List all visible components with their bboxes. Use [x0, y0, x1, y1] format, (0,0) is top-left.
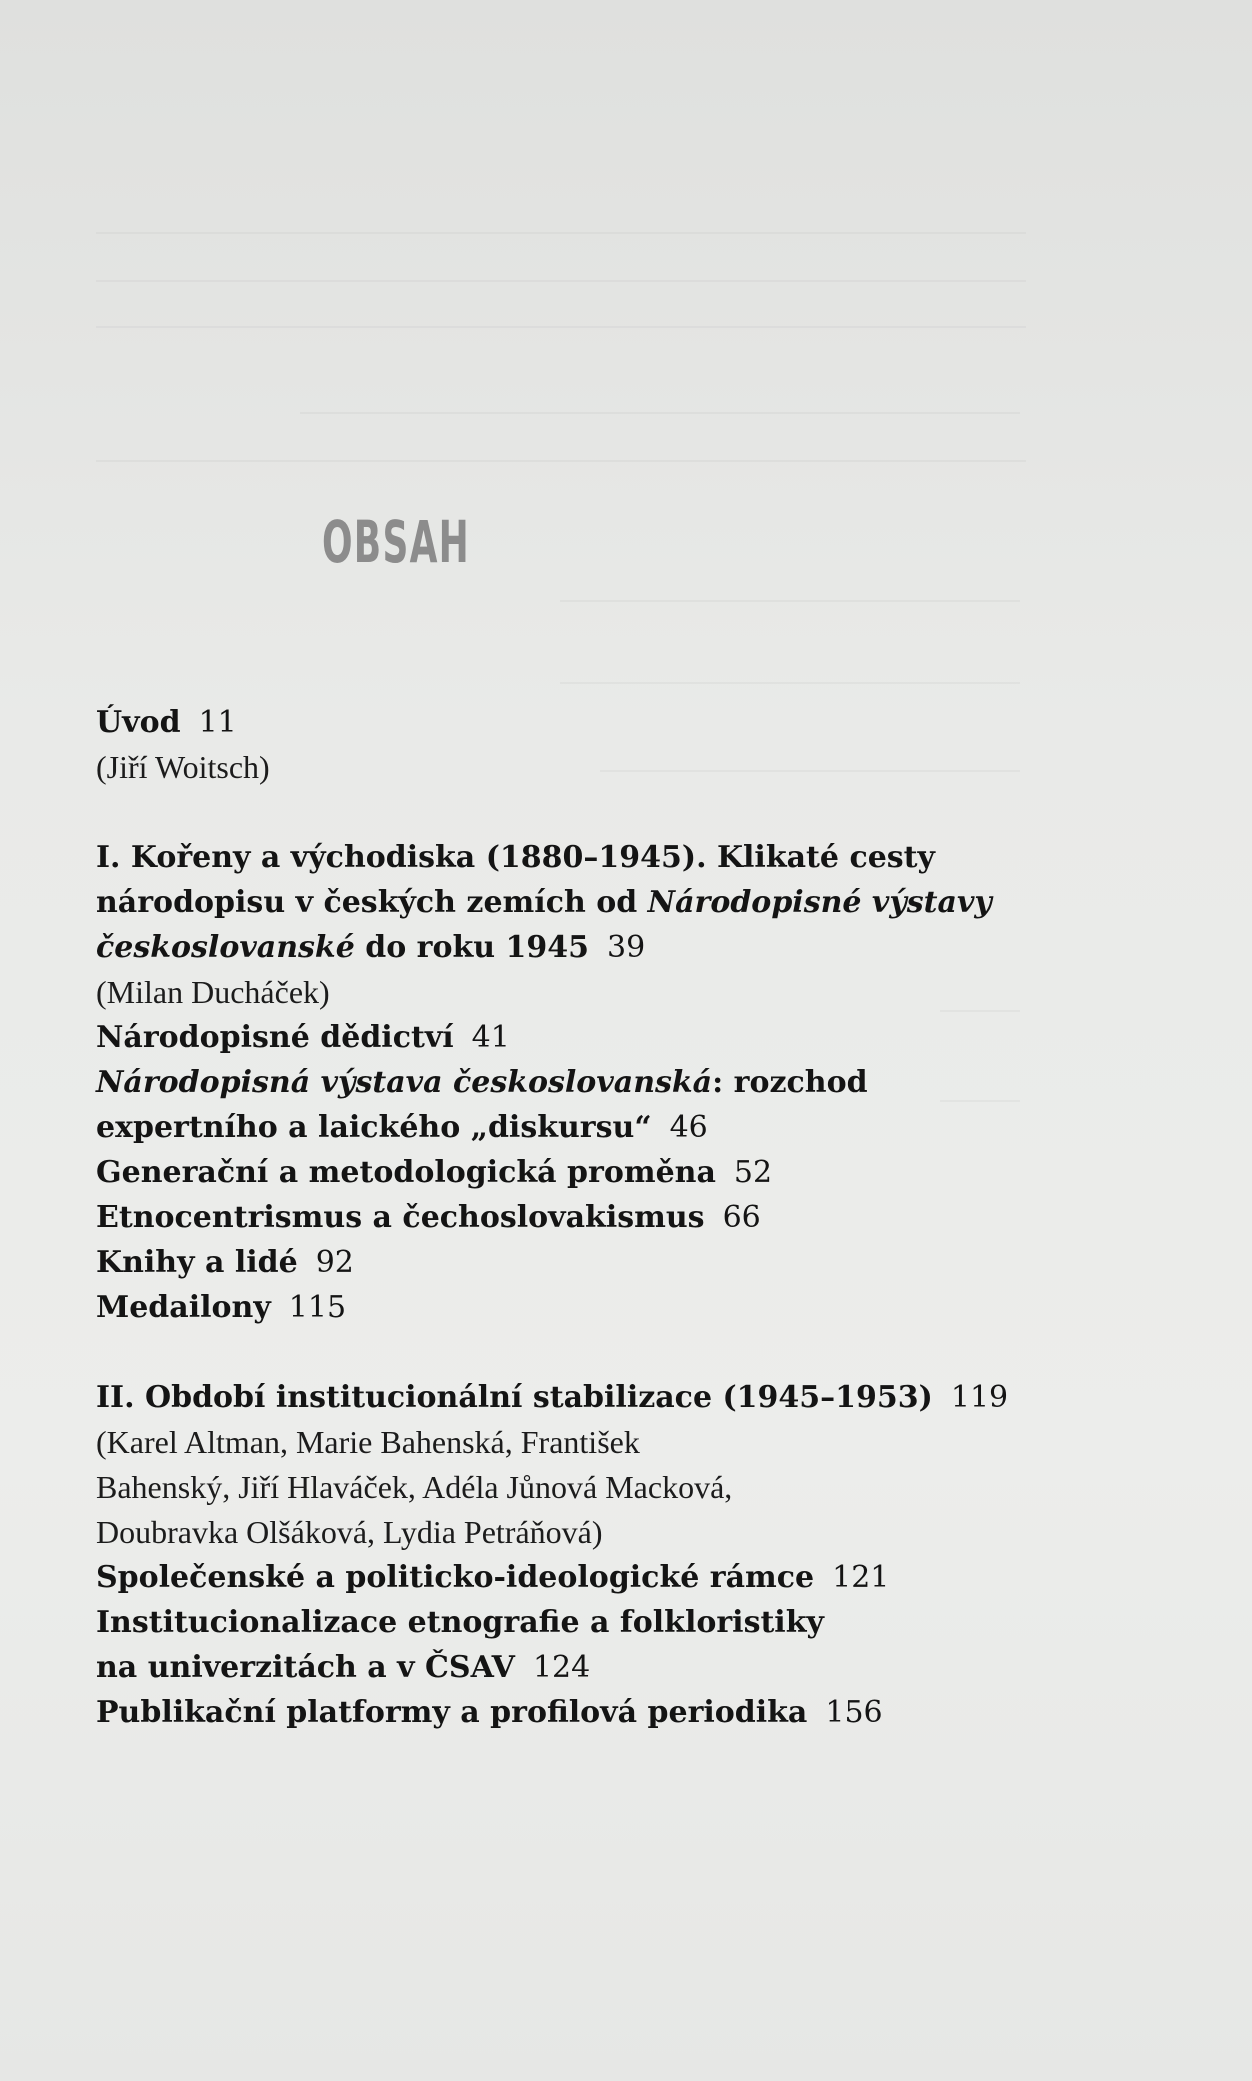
toc-page-number: 124 [532, 1650, 591, 1685]
toc-section [96, 1600, 1046, 1645]
toc-page-number: 11 [198, 705, 237, 740]
toc-part-title [96, 1375, 1046, 1420]
bleed-through-line [96, 326, 1026, 328]
toc-part-title-line: I. Kořeny a východiska (1880–1945). Klikaté cesty [96, 840, 935, 875]
toc-part-title-italic: českoslovanské [96, 930, 355, 965]
toc-part-title [96, 835, 1046, 880]
toc-authors: (Milan Ducháček) [96, 974, 330, 1010]
toc-page-number: 92 [315, 1245, 354, 1280]
toc-section-title: Medailony [96, 1290, 271, 1325]
bleed-through-line [560, 682, 1020, 684]
bleed-through-line [560, 600, 1020, 602]
toc-section [96, 1240, 1046, 1285]
toc-section [96, 1150, 1046, 1195]
toc-page-number: 115 [288, 1290, 347, 1325]
toc-section-title: na univerzitách a v ČSAV [96, 1650, 515, 1685]
toc-section-title: Publikační platformy a profilová periodika [96, 1695, 808, 1730]
toc-page-number: 121 [832, 1560, 890, 1595]
toc-page-number: 46 [669, 1110, 708, 1145]
toc-section-title: Etnocentrismus a čechoslovakismus [96, 1200, 705, 1235]
toc-section-title: Generační a metodologická proměna [96, 1155, 716, 1190]
toc-section [96, 1105, 1046, 1150]
toc-section [96, 1285, 1046, 1330]
page-title: OBSAH [322, 508, 471, 576]
toc-page-number: 41 [471, 1020, 510, 1055]
toc-section-title: Institucionalizace etnografie a folkloristiky [96, 1605, 824, 1640]
toc-section-title-italic: Národopisná výstava českoslovanská [96, 1065, 713, 1100]
toc-authors: Doubravka Olšáková, Lydia Petráňová) [96, 1514, 603, 1550]
spacer [96, 1330, 1046, 1375]
toc-authors: Bahenský, Jiří Hlaváček, Adéla Jůnová Macková, [96, 1469, 733, 1505]
toc-entry-intro [96, 700, 1046, 745]
toc-page-number: 52 [733, 1155, 773, 1190]
toc-section [96, 1690, 1046, 1735]
toc-authors: (Jiří Woitsch) [96, 749, 270, 785]
toc-section-title: expertního a laického „diskursu“ [96, 1110, 652, 1145]
toc-section-title: Společenské a politicko-ideologické rámce [96, 1560, 815, 1595]
toc-part-title-line: do roku 1945 [354, 930, 590, 965]
toc-page-number: 66 [722, 1200, 761, 1235]
toc-authors: (Karel Altman, Marie Bahenská, František [96, 1424, 640, 1460]
toc-page-number: 119 [950, 1380, 1009, 1415]
toc-part-title-line: národopisu v českých zemích od [96, 885, 648, 920]
toc-section [96, 1015, 1046, 1060]
toc-part-title-line: II. Období institucionální stabilizace (1945–1953) [96, 1380, 933, 1415]
toc-section-title: Národopisné dědictví [96, 1020, 454, 1055]
toc-entry-title: Úvod [96, 705, 181, 740]
toc-section-title: Knihy a lidé [96, 1245, 298, 1280]
toc-section [96, 1555, 1046, 1600]
bleed-through-line [96, 280, 1026, 282]
toc-page-number: 39 [607, 930, 646, 965]
bleed-through-line [96, 460, 1026, 462]
toc-part-title-italic: Národopisné výstavy [647, 885, 992, 920]
toc-section [96, 1060, 1046, 1105]
bleed-through-line [96, 232, 1026, 234]
toc-part-title [96, 925, 1046, 970]
toc-part-title [96, 880, 1046, 925]
table-of-contents [96, 700, 1046, 1735]
toc-page-number: 156 [825, 1695, 883, 1730]
toc-section [96, 1195, 1046, 1240]
bleed-through-line [300, 412, 1020, 414]
toc-section [96, 1645, 1046, 1690]
spacer [96, 790, 1046, 835]
toc-section-title: : rozchod [712, 1065, 868, 1100]
